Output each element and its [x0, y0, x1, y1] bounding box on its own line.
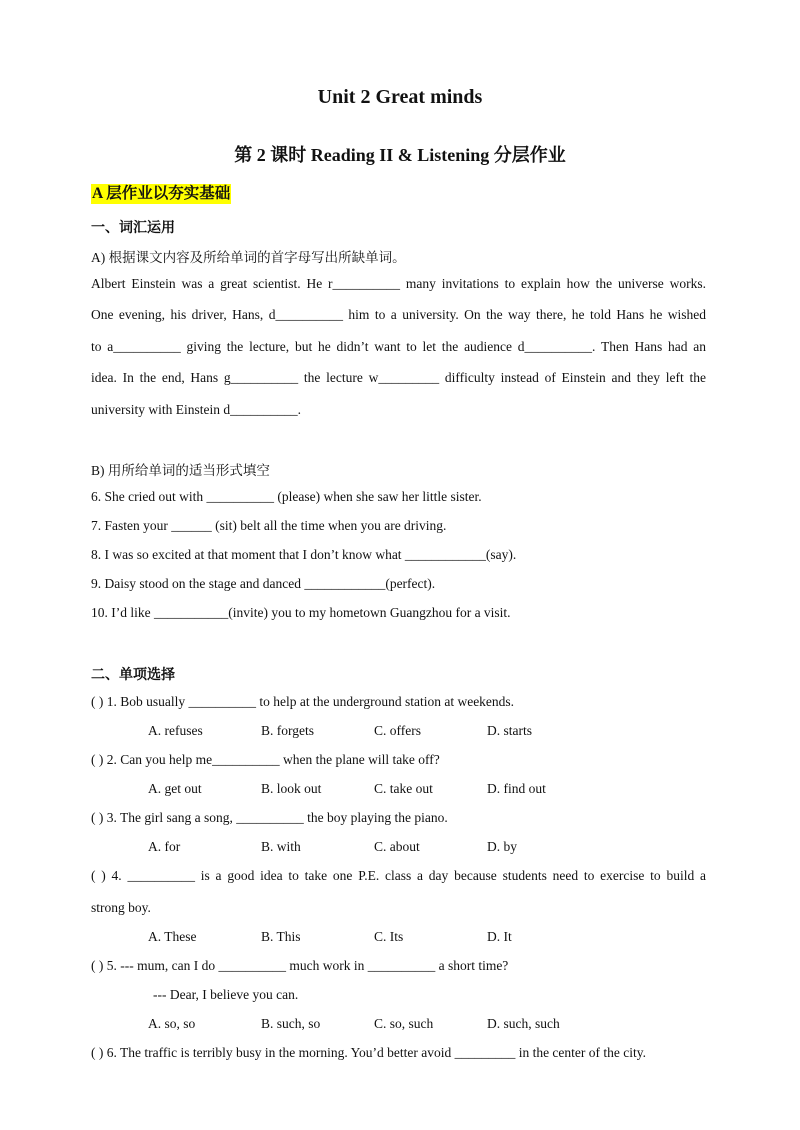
passage-line: university with Einstein d__________.	[91, 402, 301, 417]
option-b: B. forgets	[261, 723, 314, 738]
page-subtitle: 第 2 课时 Reading II & Listening 分层作业	[234, 145, 566, 165]
section2-heading: 二、单项选择	[91, 668, 175, 683]
option-d: D. find out	[487, 781, 546, 796]
option-c: C. about	[374, 839, 420, 854]
option-a: A. These	[148, 929, 197, 944]
option-a: A. for	[148, 839, 181, 854]
option-c: C. offers	[374, 723, 421, 738]
question-stem-continuation: --- Dear, I believe you can.	[153, 987, 299, 1002]
page-title: Unit 2 Great minds	[317, 86, 483, 108]
level-a-heading: A 层作业以夯实基础	[92, 185, 231, 202]
option-b: B. look out	[261, 781, 322, 796]
passage-line: to a__________ giving the lecture, but he didn’t want to let the audience d__________. Then Hans had an	[91, 339, 706, 354]
option-d: D. by	[487, 839, 517, 854]
option-b: B. This	[261, 929, 301, 944]
partB-instruction: B) 用所给单词的适当形式填空	[91, 463, 270, 478]
option-a: A. get out	[148, 781, 202, 796]
option-c: C. take out	[374, 781, 433, 796]
partB-item: 7. Fasten your ______ (sit) belt all the time when you are driving.	[91, 518, 447, 533]
question-stem: ( ) 1. Bob usually __________ to help at the underground station at weekends.	[91, 694, 515, 709]
question-stem: ( ) 5. --- mum, can I do __________ much work in __________ a short time?	[91, 958, 509, 973]
question-stem: ( ) 6. The traffic is terribly busy in the morning. You’d better avoid _________ in the center of the city.	[91, 1045, 647, 1060]
partB-item: 8. I was so excited at that moment that I don’t know what ____________(say).	[91, 547, 517, 562]
section1-heading: 一、词汇运用	[91, 221, 175, 236]
option-d: D. such, such	[487, 1016, 560, 1031]
partA-instruction: A) 根据课文内容及所给单词的首字母写出所缺单词。	[91, 250, 406, 265]
passage-line: One evening, his driver, Hans, d__________ him to a university. On the way there, he told Hans he wished	[91, 307, 706, 322]
option-b: B. with	[261, 839, 301, 854]
option-b: B. such, so	[261, 1016, 321, 1031]
question-stem: ( ) 2. Can you help me__________ when the plane will take off?	[91, 752, 440, 767]
option-a: A. refuses	[148, 723, 203, 738]
passage-line: Albert Einstein was a great scientist. He r__________ many invitations to explain how the universe works.	[91, 276, 706, 291]
option-c: C. so, such	[374, 1016, 434, 1031]
partB-item: 10. I’d like ___________(invite) you to my hometown Guangzhou for a visit.	[91, 605, 511, 620]
option-a: A. so, so	[148, 1016, 196, 1031]
passage-line: idea. In the end, Hans g__________ the lecture w_________ difficulty instead of Einstein and they left the	[91, 370, 706, 385]
partB-item: 6. She cried out with __________ (please) when she saw her little sister.	[91, 489, 482, 504]
question-stem: ( ) 3. The girl sang a song, __________ the boy playing the piano.	[91, 810, 448, 825]
question-stem-continuation: strong boy.	[91, 900, 151, 915]
option-c: C. Its	[374, 929, 404, 944]
question-stem: ( ) 4. __________ is a good idea to take one P.E. class a day because students need to exercise to build a	[91, 868, 706, 883]
partB-item: 9. Daisy stood on the stage and danced ____________(perfect).	[91, 576, 436, 591]
option-d: D. starts	[487, 723, 532, 738]
option-d: D. It	[487, 929, 512, 944]
